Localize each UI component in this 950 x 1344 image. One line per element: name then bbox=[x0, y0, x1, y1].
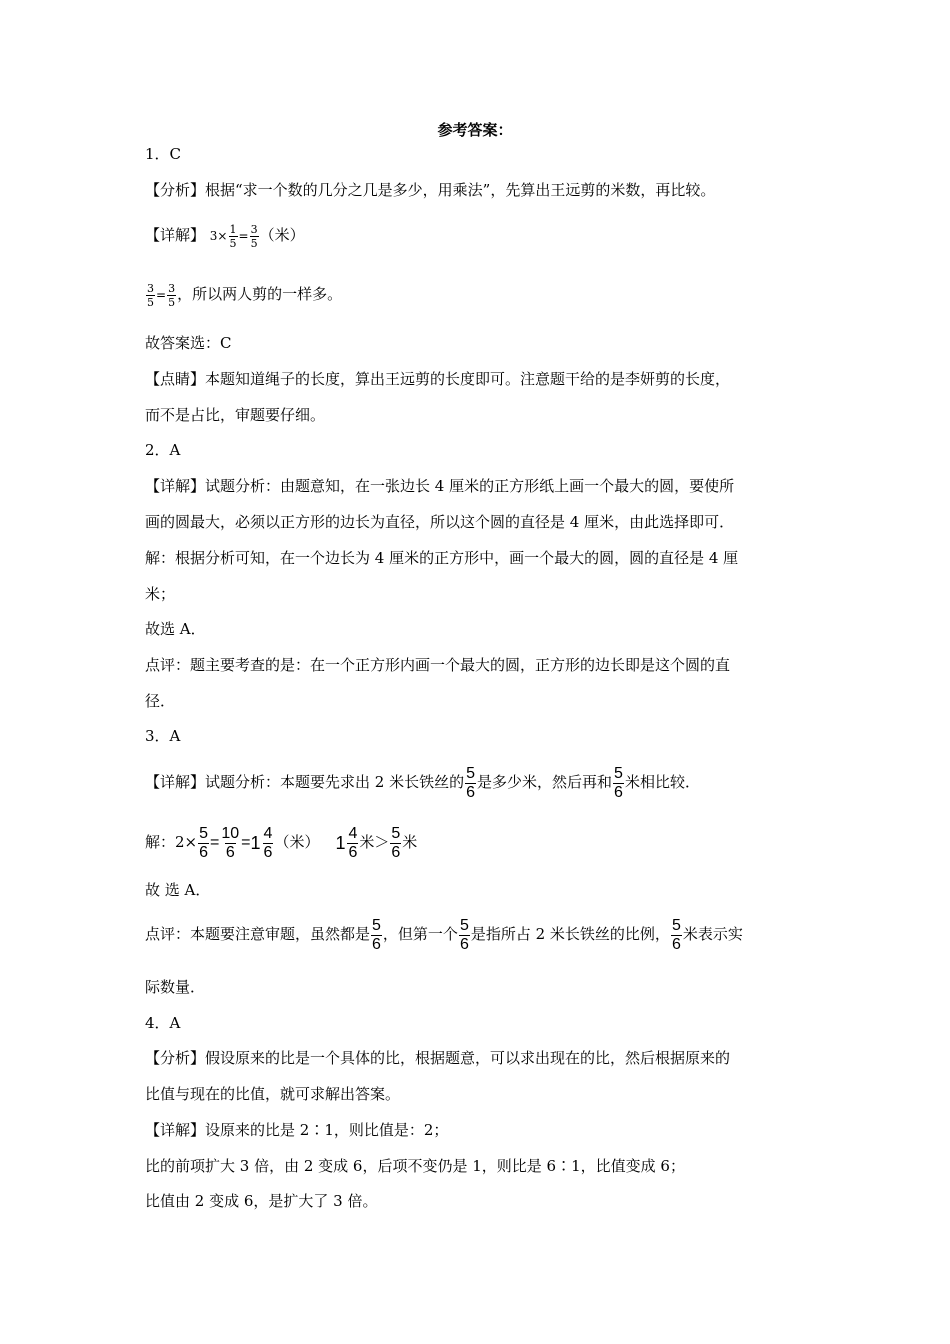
q2-line: 米； bbox=[145, 585, 176, 603]
q3-comment-cont: 际数量． bbox=[145, 978, 206, 996]
q1-equation: $\frac{3}{5}$ = $\frac{3}{5}$ ，所以两人剪的一样多。 bbox=[147, 281, 343, 309]
q3-choice: 故 选 A． bbox=[145, 881, 211, 899]
mixed-number: 1 4 6 bbox=[250, 824, 273, 861]
fraction: $\frac{10}{6}$ bbox=[221, 824, 240, 861]
fraction: $\frac{1}{5}$ bbox=[229, 222, 237, 250]
q3-detail: 【详解】试题分析：本题要先求出 2 米长铁丝的 $\frac{5}{6}$ 是多少米，然后再和 $\frac{5}{6}$ 米相比较． bbox=[145, 764, 700, 801]
analysis-tag: 【分析】 bbox=[145, 1049, 206, 1067]
fraction: $\frac{5}{6}$ bbox=[199, 824, 209, 861]
comment-tag: 【点睛】 bbox=[145, 370, 206, 388]
fraction: $\frac{5}{6}$ bbox=[671, 916, 681, 953]
detail-tag: 【详解】 bbox=[145, 773, 206, 791]
fraction: $\frac{3}{5}$ bbox=[168, 281, 176, 309]
q3-comment: 点评：本题要注意审题，虽然都是 $\frac{5}{6}$ ，但第一个 $\frac{5}{6}$ 是指所占 2 米长铁丝的比例， $\frac{5}{6}$ 米表示实 bbox=[145, 916, 743, 953]
q3-solution: 解：2× $\frac{5}{6}$ = $\frac{10}{6}$ = 1 4 6 （米） 1 4 6 米＞ $\frac{5}{6}$ 米 bbox=[145, 820, 417, 865]
fraction: $\frac{5}{6}$ bbox=[372, 916, 381, 953]
mixed-number: 1 4 6 bbox=[335, 824, 358, 861]
q2-comment-cont: 径． bbox=[145, 692, 176, 710]
q2-choice: 故选 A． bbox=[145, 620, 206, 638]
q4-line: 比值由 2 变成 6，是扩大了 3 倍。 bbox=[145, 1192, 378, 1210]
q4-analysis: 【分析】假设原来的比是一个具体的比，根据题意，可以求出现在的比，然后根据原来的 bbox=[145, 1049, 731, 1067]
analysis-tag: 【分析】 bbox=[145, 181, 206, 199]
q2-line: 画的圆最大，必须以正方形的边长为直径，所以这个圆的直径是 4 厘米，由此选择即可． bbox=[145, 513, 735, 531]
q2-answer: 2．A bbox=[145, 441, 181, 459]
detail-tag: 【详解】 bbox=[145, 226, 206, 244]
q2-detail: 【详解】试题分析：由题意知，在一张边长 4 厘米的正方形纸上画一个最大的圆，要使所 bbox=[145, 477, 735, 495]
q1-detail: 【详解】 3× $\frac{1}{5}$ = $\frac{3}{5}$ （米） bbox=[145, 222, 305, 250]
q4-line: 比的前项扩大 3 倍，由 2 变成 6，后项不变仍是 1，则比是 6∶1，比值变成 6； bbox=[145, 1157, 685, 1175]
q2-comment: 点评：题主要考查的是：在一个正方形内画一个最大的圆，正方形的边长即是这个圆的直 bbox=[145, 656, 731, 674]
detail-tag: 【详解】 bbox=[145, 477, 206, 495]
q4-analysis-cont: 比值与现在的比值，就可求解出答案。 bbox=[145, 1085, 401, 1103]
q1-comment: 【点睛】本题知道绳子的长度，算出王远剪的长度即可。注意题干给的是李妍剪的长度， bbox=[145, 370, 731, 388]
page-title: 参考答案： bbox=[437, 121, 513, 139]
fraction: $\frac{5}{6}$ bbox=[459, 916, 469, 953]
q4-answer: 4．A bbox=[145, 1014, 181, 1032]
q1-comment-cont: 而不是占比，审题要仔细。 bbox=[145, 406, 326, 424]
fraction: $\frac{3}{5}$ bbox=[147, 281, 154, 309]
fraction: $\frac{3}{5}$ bbox=[250, 222, 258, 250]
fraction: $\frac{5}{6}$ bbox=[391, 824, 401, 861]
q1-analysis: 【分析】根据“求一个数的几分之几是多少，用乘法”，先算出王远剪的米数，再比较。 bbox=[145, 181, 716, 199]
fraction: $\frac{5}{6}$ bbox=[614, 764, 623, 801]
detail-tag: 【详解】 bbox=[145, 1121, 206, 1139]
q2-line: 解：根据分析可知，在一个边长为 4 厘米的正方形中，画一个最大的圆，圆的直径是 4 厘 bbox=[145, 549, 739, 567]
q4-detail: 【详解】设原来的比是 2∶1，则比值是：2； bbox=[145, 1121, 449, 1139]
fraction: $\frac{5}{6}$ bbox=[466, 764, 476, 801]
q1-choice: 故答案选：C bbox=[145, 334, 232, 352]
q1-answer: 1．C bbox=[145, 145, 182, 163]
q3-answer: 3．A bbox=[145, 727, 181, 745]
